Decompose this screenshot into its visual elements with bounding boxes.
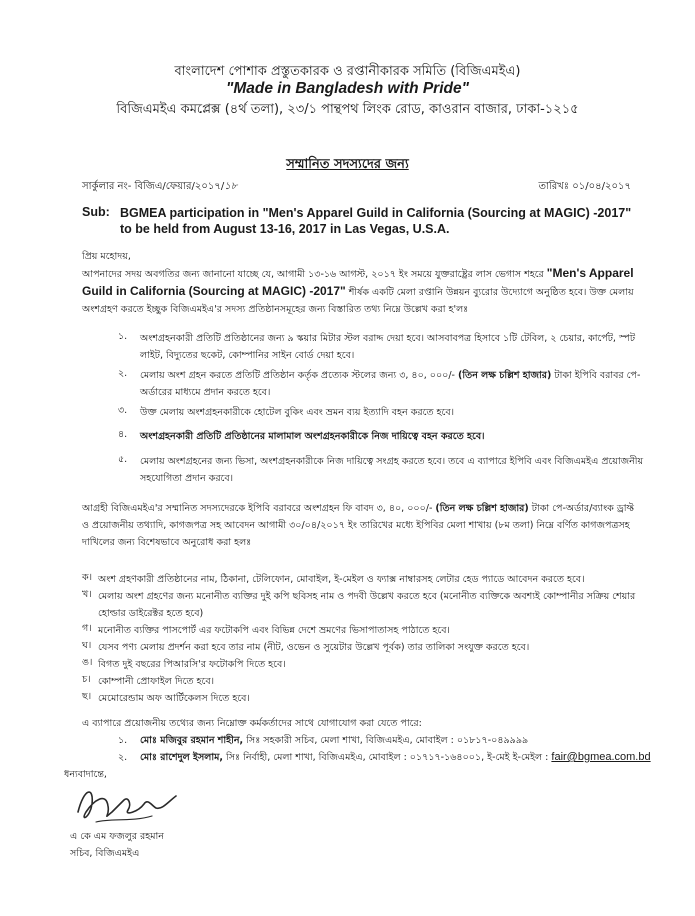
document-item: কোম্পানী প্রোফাইল দিতে হবে। — [98, 676, 215, 687]
document-item: যেসব পণ্য মেলায় প্রদর্শন করা হবে তার নাম (নীট, ওভেন ও সুয়েটার উল্লেখ পূর্বক) তার তালিকা সংযুক্ত করতে হবে। — [98, 642, 530, 653]
document-item: অংশ গ্রহণকারী প্রতিষ্ঠানের নাম, ঠিকানা, টেলিফোন, মোবাইল, ই-মেইল ও ফ্যাক্স নাম্বারসহ লেটার হেড প্যাডে আবেদন করতে হবে। — [98, 574, 585, 585]
document-item: বিগত দুই বছরের পিআরসি'র ফটোকপি দিতে হবে। — [98, 659, 286, 670]
request-emphasis: (তিন লক্ষ চল্লিশ হাজার) — [435, 503, 529, 514]
subject-label: Sub: — [82, 205, 110, 219]
item-number: ৩. — [118, 405, 128, 416]
contact-item — [140, 751, 651, 766]
contact-details: সিঃ সহকারী সচিব, মেলা শাখা, বিজিএমইএ, মোবাইল : ০১৮১৭-০৪৯৯৯৯ — [246, 735, 529, 746]
contact-name: মোঃ মজিবুর রহমান শাহীন, — [140, 735, 244, 746]
item-number: ২. — [118, 368, 128, 379]
document-item: মেমোরেন্ডাম অফ আর্টিকেলস দিতে হবে। — [98, 693, 250, 704]
request-part1: আগ্রহী বিজিএমইএ'র সম্মানিত সদস্যদেরকে ইপিবি বরাবরে অংশগ্রহন ফি বাবদ ৩, ৪০, ০০০/- — [82, 503, 433, 514]
subject-text: BGMEA participation in "Men's Apparel Guild in California (Sourcing at MAGIC) -2017" to be held from August 13-16, 2017 in Las Vegas, U.S.A. — [120, 206, 632, 236]
closing: ধন্যবাদান্তে, — [64, 769, 107, 780]
document-label: ঘ। — [82, 640, 92, 651]
intro-part2: শীর্ষক একটি মেলা রপ্তানি উন্নয়ন ব্যুরোর উদ্যোগে অনুষ্ঠিত হবে। উক্ত মেলায় অংশগ্রহণ করতে ইচ্ছুক বিজিএমইএ'র সদস্য প্রতিষ্ঠানসমূহের জন্য বিস্তারিত তথ্য নিম্নে উল্লেখ করা হ'লঃ — [82, 287, 634, 315]
document-label: ক। — [82, 572, 93, 583]
list-item — [140, 367, 645, 401]
list-item: অংশগ্রহনকারী প্রতিটি প্রতিষ্ঠানের জন্য ৯ স্কয়ার মিটার স্টল বরাদ্দ দেয়া হবে। আসবাবপত্র হিসাবে ১টি টেবিল, ২ চেয়ার, কার্পেট, স্পট লাইট, বিদ্যুতের ছকেট, কোম্পানির সাইন বোর্ড দেয়া হবে। — [140, 333, 636, 361]
item-number: ৫. — [118, 454, 128, 465]
document-label: খ। — [82, 589, 92, 600]
list-item: অংশগ্রহনকারী প্রতিটি প্রতিষ্ঠানের মালামাল অংশগ্রহনকারীকে নিজ দায়িত্বে বহন করতে হবে। — [140, 431, 485, 442]
item-text: মেলায় অংশ গ্রহন করতে প্রতিটি প্রতিষ্ঠান কর্তৃক প্রত্যেক স্টলের জন্য ৩, ৪০, ০০০/- — [140, 370, 455, 381]
signature — [72, 782, 182, 830]
intro-part1: আপনাদের সদয় অবগতির জন্য জানানো যাচ্ছে যে, আগামী ১৩-১৬ আগস্ট, ২০১৭ ইং সময়ে যুক্তরাষ্ট্রের লাস ভেগাস শহরে — [82, 269, 544, 280]
organization-address: বিজিএমইএ কমপ্লেক্স (৪র্থ তলা), ২৩/১ পান্থপথ লিংক রোড, কাওরান বাজার, ঢাকা-১২১৫ — [116, 102, 579, 117]
circular-reference — [82, 179, 237, 196]
intro-paragraph — [82, 265, 642, 318]
contact-details: সিঃ নির্বাহী, মেলা শাখা, বিজিএমইএ, মোবাইল : ০১৭১৭-১৬৪০০১, ই-মেই ই-মেইল : — [226, 752, 549, 763]
salutation: প্রিয় মহোদয়, — [82, 251, 131, 262]
list-item: উক্ত মেলায় অংশগ্রহনকারীকে হোটেল বুকিং এবং ভ্রমন ব্যয় ইত্যাদি বহন করতে হবে। — [140, 407, 455, 418]
circular-heading: সম্মানিত সদস্যদের জন্য — [286, 157, 409, 172]
item-number: ১. — [118, 331, 128, 342]
item-number: ৪. — [118, 429, 128, 440]
circular-date: তারিখঃ ০১/০৪/২০১৭ — [538, 181, 631, 192]
reference-number: সার্কুলার নং- বিজিএ/ফেয়ার/২০১৭/ — [82, 181, 225, 192]
contact-number: ১. — [118, 735, 128, 746]
tagline: "Made in Bangladesh with Pride" — [226, 80, 469, 97]
contact-email-link[interactable]: fair@bgmea.com.bd — [551, 751, 651, 763]
item-text-after: টাকা ইপিবি বরাবর পে-অর্ডারের মাধ্যমে প্রদান করতে হবে। — [140, 370, 641, 398]
contact-number: ২. — [118, 752, 128, 763]
organization-name: বাংলাদেশ পোশাক প্রস্তুতকারক ও রপ্তানীকারক সমিতি (বিজিএমইএ) — [174, 64, 521, 79]
list-item: মেলায় অংশগ্রহনের জন্য ভিসা, অংশগ্রহনকারীকে নিজ দায়িত্বে সংগ্রহ করতে হবে। তবে এ ব্যাপারে ইপিবি এবং বিজিএমইএ প্রয়োজনীয় সহযোগিতা প্রদান করবে। — [140, 456, 644, 484]
item-emphasis: (তিন লক্ষ চল্লিশ হাজার) — [458, 370, 552, 381]
contacts-intro: এ ব্যাপারে প্রয়োজনীয় তথ্যের জন্য নিম্নোক্ত কর্মকর্তাদের সাথে যোগাযোগ করা যেতে পারে: — [82, 718, 422, 729]
intro-fair-name: "Men's Apparel Guild in California (Sourcing at MAGIC) -2017" — [82, 266, 634, 298]
document-label: চ। — [82, 674, 91, 685]
contact-name: মোঃ রাশেদুল ইসলাম, — [140, 752, 223, 763]
contact-item — [140, 734, 528, 749]
handwritten-number: ১৮ — [224, 181, 238, 192]
signer-name: এ কে এম ফজলুর রহমান — [70, 831, 164, 842]
request-paragraph — [82, 500, 642, 551]
document-label: ঙ। — [82, 657, 93, 668]
document-item: মেলায় অংশ গ্রহণের জন্য মনোনীত ব্যক্তির দুই কপি ছবিসহ নাম ও পদবী উল্লেখ করতে হবে (মনোনীত ব্যক্তিকে অবশ্যই কোম্পানীর সক্রিয় শেয়ার হোল্ডার ডাইরেক্টর হতে হবে) — [98, 591, 636, 619]
document-label: গ। — [82, 623, 92, 634]
signer-title: সচিব, বিজিএমইএ — [70, 848, 140, 859]
document-label: ছ। — [82, 691, 92, 702]
document-item: মনোনীত ব্যক্তির পাসপোর্ট এর ফটোকপি এবং বিভিন্ন দেশে ভ্রমণের ভিসাপাতাসহ পাঠাতে হবে। — [98, 625, 450, 636]
request-part2: টাকা পে-অর্ডার/ব্যাংক ড্রাফ্ট ও প্রয়োজনীয় তথ্যাদি, কাগজপত্র সহ আবেদন আগামী ৩০/০৪/২০১৭ ইং তারিখের মধ্যে ইপিবির মেলা শাখায় (৮ম তলা) নিম্নে বর্ণিত কাগজপত্রসহ দাখিলের জন্য বিশেষভাবে অনুরোধ করা হলঃ — [82, 503, 635, 548]
